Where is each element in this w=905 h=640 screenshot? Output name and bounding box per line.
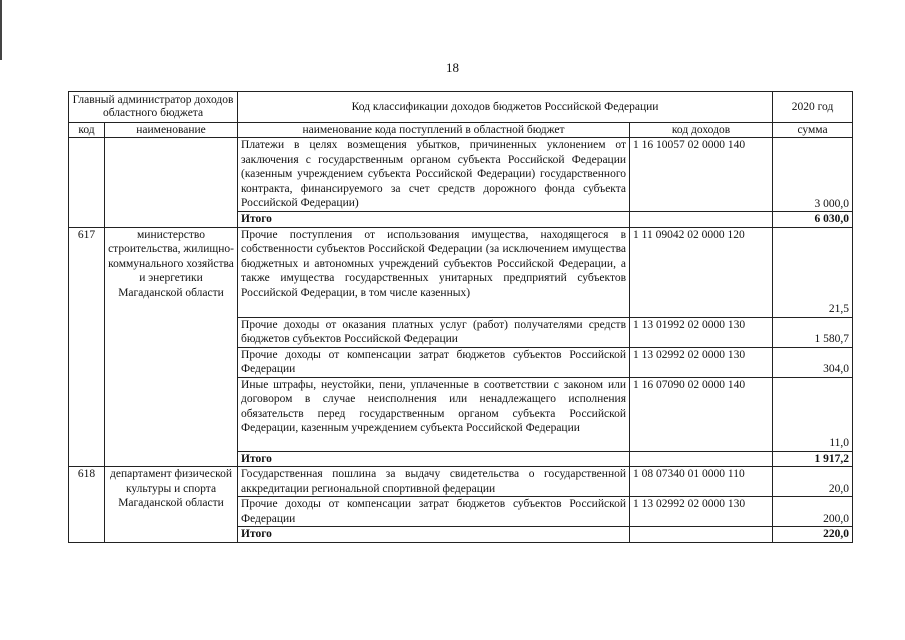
total-code-empty [630, 527, 773, 543]
admin-name: департамент физической культуры и спорта Магаданской области [105, 467, 238, 543]
header-code: код [69, 123, 105, 138]
total-code-empty [630, 212, 773, 228]
header-row-sub [69, 123, 853, 138]
total-label: Итого [238, 527, 630, 543]
income-description: Платежи в целях возмещения убытков, причиненных уклонением от заключения с государственным органом субъекта Российской Федерации (казенным учреждением субъекта Российской Федерации) государственного контракта, финансируемого за счет средств дорожного фонда субъекта Российской Федерации) [238, 138, 630, 212]
income-description: Прочие доходы от компенсации затрат бюджетов субъектов Российской Федерации [238, 347, 630, 377]
income-sum: 21,5 [773, 227, 853, 317]
header-income-name: наименование кода поступлений в областной бюджет [238, 123, 630, 138]
income-sum: 200,0 [773, 497, 853, 527]
income-code: 1 16 10057 02 0000 140 [630, 138, 773, 212]
income-description: Прочие доходы от компенсации затрат бюджетов субъектов Российской Федерации [238, 497, 630, 527]
admin-code: 617 [69, 227, 105, 467]
header-row-main [69, 92, 853, 123]
header-income-code: код доходов [630, 123, 773, 138]
income-sum: 11,0 [773, 377, 853, 451]
header-admin-group: Главный администратор доходов областного бюджета [69, 92, 238, 123]
income-code: 1 11 09042 02 0000 120 [630, 227, 773, 317]
total-label: Итого [238, 212, 630, 228]
total-label: Итого [238, 451, 630, 467]
income-code: 1 08 07340 01 0000 110 [630, 467, 773, 497]
total-sum: 220,0 [773, 527, 853, 543]
page-number: 18 [446, 60, 459, 75]
total-sum: 6 030,0 [773, 212, 853, 228]
income-code: 1 13 02992 02 0000 130 [630, 497, 773, 527]
admin-code-cell [69, 138, 105, 228]
header-year: 2020 год [773, 92, 853, 123]
income-description: Иные штрафы, неустойки, пени, уплаченные в соответствии с законом или договором в случае неисполнения или ненадлежащего исполнения обязательств перед государственным органом субъекта Российской Федерации, казенным учреждением субъекта Российской Федерации [238, 377, 630, 451]
income-description: Прочие доходы от оказания платных услуг (работ) получателями средств бюджетов субъектов Российской Федерации [238, 317, 630, 347]
header-sum: сумма [773, 123, 853, 138]
table-row [69, 227, 853, 317]
income-sum: 20,0 [773, 467, 853, 497]
income-description: Государственная пошлина за выдачу свидетельства о государственной аккредитации региональной спортивной федерации [238, 467, 630, 497]
income-code: 1 16 07090 02 0000 140 [630, 377, 773, 451]
income-sum: 304,0 [773, 347, 853, 377]
income-sum: 3 000,0 [773, 138, 853, 212]
page-edge-line [0, 0, 2, 60]
income-sum: 1 580,7 [773, 317, 853, 347]
admin-name-cell [105, 138, 238, 228]
table-row [69, 467, 853, 497]
admin-name: министерство строительства, жилищно-коммунального хозяйства и энергетики Магаданской области [105, 227, 238, 467]
header-name: наименование [105, 123, 238, 138]
income-description: Прочие поступления от использования имущества, находящегося в собственности субъектов Российской Федерации (за исключением имущества бюджетных и автономных учреждений субъектов Российской Федерации, а также имущества государственных унитарных предприятий субъектов Российской Федерации, в том числе казенных) [238, 227, 630, 317]
admin-code: 618 [69, 467, 105, 543]
total-sum: 1 917,2 [773, 451, 853, 467]
income-code: 1 13 02992 02 0000 130 [630, 347, 773, 377]
total-code-empty [630, 451, 773, 467]
header-classification: Код классификации доходов бюджетов Российской Федерации [238, 92, 773, 123]
income-classification-table [68, 91, 853, 543]
table-row [69, 138, 853, 212]
income-code: 1 13 01992 02 0000 130 [630, 317, 773, 347]
